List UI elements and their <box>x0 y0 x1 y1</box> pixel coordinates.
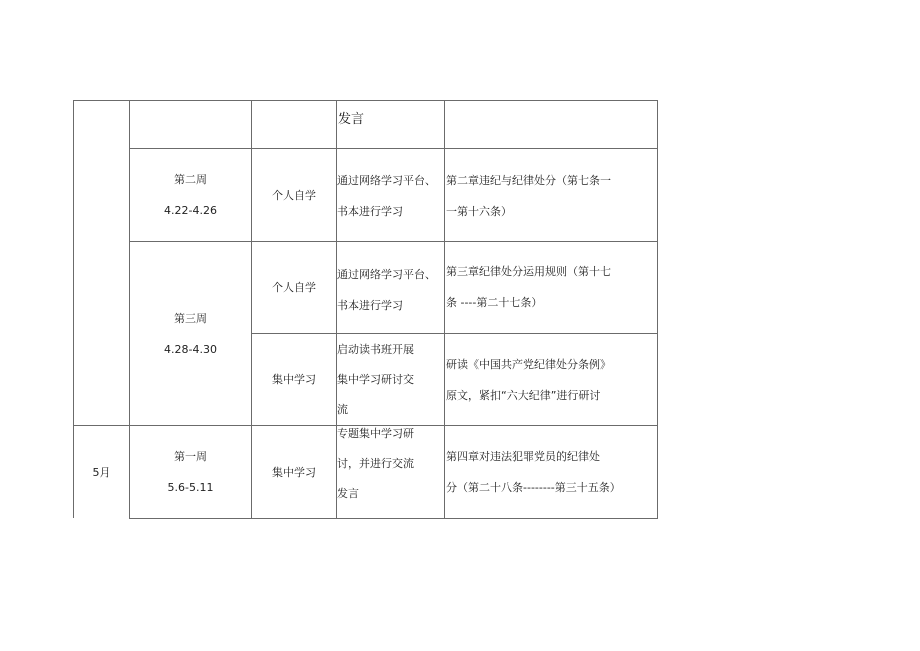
table-cell-content: 第二章违纪与纪律处分（第七条一 一第十六条） <box>446 174 611 218</box>
table-cell-method: 专题集中学习研 讨，并进行交流 发言 <box>337 427 414 500</box>
table-cell-method: 通过网络学习平台、 书本进行学习 <box>337 268 436 312</box>
table-cell-study-type: 个人自学 <box>272 189 316 202</box>
table-cell-study-type: 集中学习 <box>272 466 316 479</box>
table-cell-content: 第四章对违法犯罪党员的纪律处 分（第二十八条--------第三十五条） <box>446 450 621 494</box>
table-rule <box>251 333 658 334</box>
table-rule <box>129 518 658 519</box>
table-cell-month: 5月 <box>92 466 111 479</box>
table-rule <box>129 241 658 242</box>
table-rule <box>73 100 74 518</box>
table-cell-method: 启动读书班开展 集中学习研讨交 流 <box>337 343 414 416</box>
table-rule <box>129 148 658 149</box>
table-rule <box>251 100 252 518</box>
table-cell-method: 通过网络学习平台、 书本进行学习 <box>337 174 436 218</box>
table-rule <box>73 100 658 101</box>
table-cell-week: 第一周 5.6-5.11 <box>167 450 214 494</box>
table-cell-content: 第三章纪律处分运用规则（第十七 条 ----第二十七条） <box>446 265 611 309</box>
table-rule <box>657 100 658 518</box>
table-cell-week: 第三周 4.28-4.30 <box>164 312 217 356</box>
table-cell-method: 发言 <box>338 112 365 127</box>
table-cell-study-type: 集中学习 <box>272 373 316 386</box>
table-rule <box>444 100 445 518</box>
table-cell-study-type: 个人自学 <box>272 281 316 294</box>
table-cell-week: 第二周 4.22-4.26 <box>164 173 217 217</box>
table-cell-content: 研读《中国共产党纪律处分条例》 原文，紧扣“六大纪律”进行研讨 <box>446 358 611 402</box>
